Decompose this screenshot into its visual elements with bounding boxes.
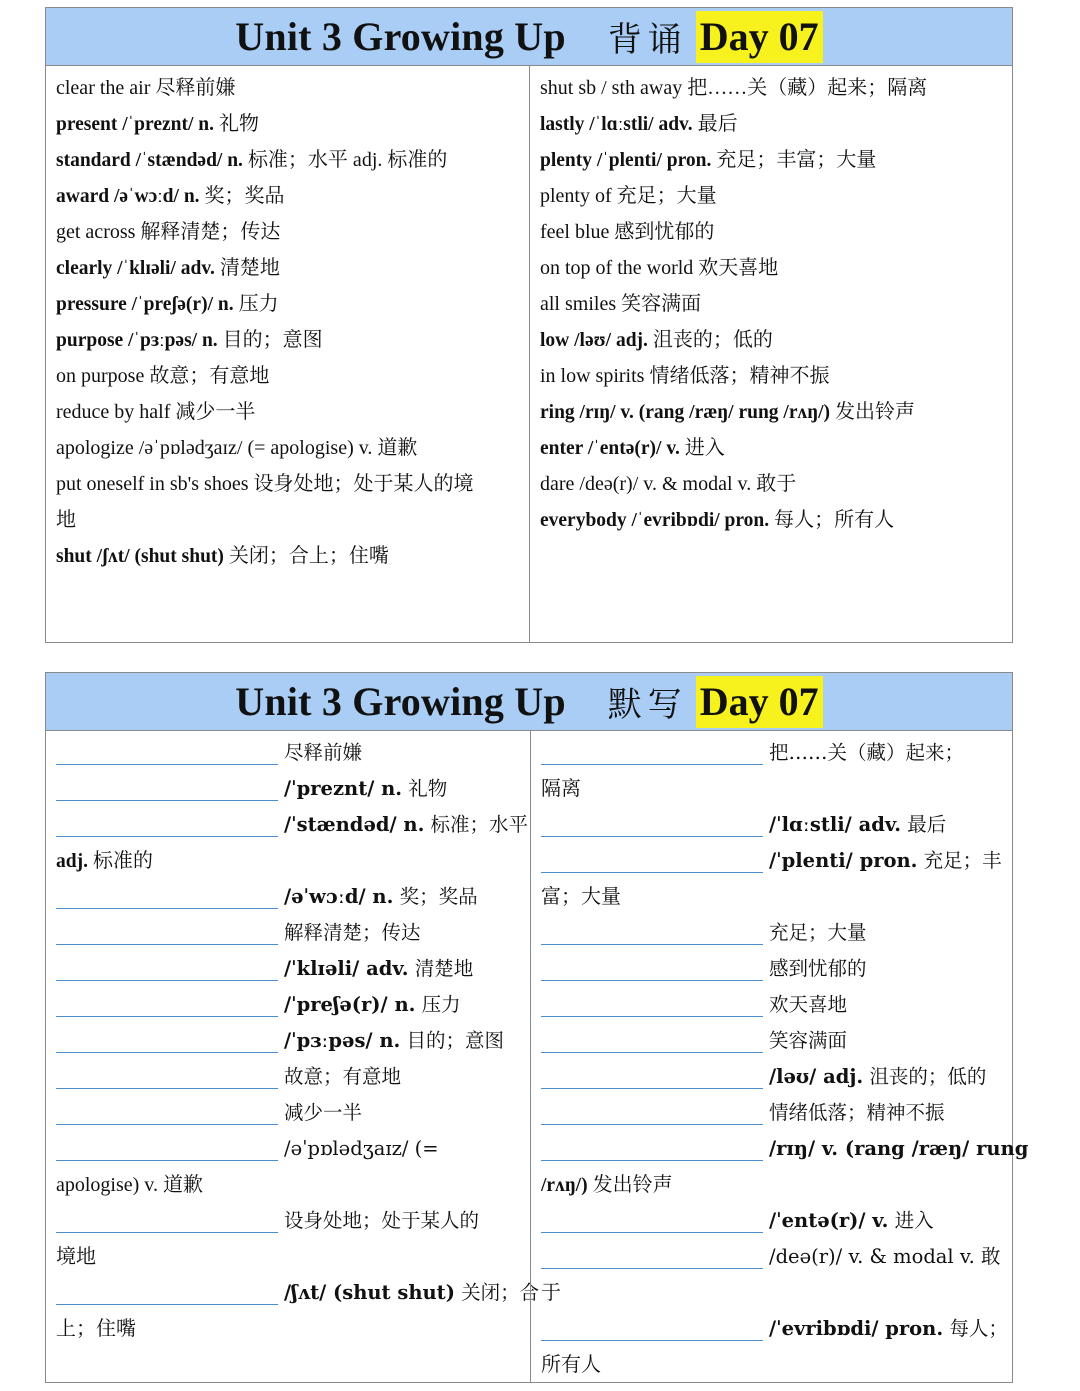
prompt-text: 沮丧的；低的 [863, 1065, 987, 1088]
dictation-entry [56, 1023, 522, 1059]
dictation-entry [541, 951, 1006, 987]
vocab-entry [56, 538, 521, 574]
entry-headword: low /ləʊ/ adj. [540, 330, 648, 351]
vocab-entry [540, 358, 1004, 394]
entry-text: 奖；奖品 [199, 185, 285, 207]
recite-mode-label: 背诵 [607, 20, 688, 60]
prompt-text: 目的；意图 [400, 1029, 505, 1052]
vocab-entry [540, 106, 1004, 142]
prompt-text: 每人； [943, 1317, 1008, 1340]
dictation-day-badge: Day 07 [696, 676, 823, 728]
dictation-prompt [769, 915, 1006, 951]
dictation-entry [56, 915, 522, 951]
prompt-text: 压力 [415, 993, 461, 1016]
prompt-text: 笑容满面 [769, 1029, 848, 1052]
vocab-entry [56, 142, 521, 178]
vocab-entry [56, 358, 521, 394]
dictation-entry [541, 843, 1006, 879]
entry-text: 地 [56, 509, 76, 531]
dictation-prompt [769, 807, 1006, 843]
vocab-entry [56, 286, 521, 322]
dictation-entry [541, 807, 1006, 843]
prompt-text: 标准；水平 [424, 813, 529, 836]
entry-text: on top of the world 欢天喜地 [540, 257, 779, 279]
prompt-text: 充足；大量 [769, 921, 867, 944]
prompt-text: 发出铃声 [587, 1174, 673, 1196]
dictation-prompt [769, 1131, 1028, 1167]
vocab-entry [56, 466, 521, 502]
dictation-entry [56, 951, 522, 987]
vocab-entry [540, 214, 1004, 250]
dictation-prompt [284, 1275, 539, 1311]
vocab-entry [540, 322, 1004, 358]
dictation-prompt [769, 1203, 1006, 1239]
prompt-phonetic: /ləʊ/ adj. [769, 1065, 864, 1088]
dictation-prompt [769, 843, 1006, 879]
dictation-entry [541, 1203, 1006, 1239]
vocab-entry [56, 322, 521, 358]
entry-headword: everybody /ˈevribɒdi/ pron. [540, 510, 770, 531]
prompt-text: 关闭；合 [454, 1281, 540, 1304]
prompt-text: 境地 [56, 1246, 96, 1268]
vocab-entry [56, 106, 521, 142]
prompt-text: 感到忧郁的 [769, 957, 867, 980]
entry-text: 压力 [233, 293, 279, 315]
dictation-continuation [56, 1311, 522, 1347]
entry-headword: clearly /ˈklɪəli/ adv. [56, 258, 215, 279]
entry-text: put oneself in sb's shoes 设身处地；处于某人的境 [56, 473, 474, 495]
entry-text: 关闭；合上；住嘴 [223, 545, 389, 567]
entry-headword: pressure /ˈpreʃə(r)/ n. [56, 294, 234, 315]
dictation-prompt [769, 1239, 1006, 1275]
dictation-right-column [530, 731, 1029, 1382]
dictation-continuation [56, 1239, 522, 1275]
entry-headword: enter /ˈentə(r)/ v. [540, 438, 680, 459]
answer-blank[interactable] [56, 1281, 278, 1305]
dictation-entry [56, 735, 522, 771]
dictation-prompt [284, 1059, 522, 1095]
dictation-prompt [769, 1059, 1006, 1095]
entry-text: 礼物 [213, 113, 259, 135]
dictation-entry [541, 1239, 1006, 1275]
dictation-prompt [284, 1023, 522, 1059]
recite-right-column [529, 66, 1012, 642]
answer-blank[interactable] [56, 885, 278, 909]
prompt-text: 欢天喜地 [769, 993, 848, 1016]
dictation-continuation [541, 1167, 1006, 1203]
entry-text: 沮丧的；低的 [647, 329, 773, 351]
answer-blank[interactable] [541, 1245, 763, 1269]
dictation-prompt [284, 807, 528, 843]
prompt-text: 进入 [888, 1209, 934, 1232]
answer-blank[interactable] [56, 921, 278, 945]
recite-header [46, 8, 1012, 66]
dictation-entry [56, 1095, 522, 1131]
prompt-phonetic: adj. [56, 851, 88, 872]
prompt-text: 清楚地 [408, 957, 474, 980]
dictation-entry [541, 987, 1006, 1023]
answer-blank[interactable] [56, 1137, 278, 1161]
vocab-entry [540, 466, 1004, 502]
dictation-sheet [45, 672, 1029, 1383]
recite-unit-title: Unit 3 Growing Up [235, 14, 566, 59]
vocab-entry [540, 502, 1004, 538]
dictation-prompt [284, 771, 522, 807]
entry-text: 目的；意图 [217, 329, 323, 351]
prompt-phonetic: /ˈevribɒdi/ pron. [769, 1317, 944, 1340]
prompt-phonetic: /ˈpreʃə(r)/ n. [284, 993, 416, 1016]
dictation-entry [541, 1095, 1006, 1131]
prompt-text: 减少一半 [284, 1101, 363, 1124]
dictation-left-column [46, 731, 540, 1382]
answer-blank[interactable] [541, 957, 763, 981]
vocab-entry [56, 394, 521, 430]
vocab-entry [540, 178, 1004, 214]
answer-blank[interactable] [541, 1209, 763, 1233]
entry-headword: ring /rɪŋ/ v. (rang /ræŋ/ rung /rʌŋ/) [540, 402, 830, 423]
entry-text: apologize /əˈpɒlədʒaɪz/ (= apologise) v. 道歉 [56, 437, 418, 459]
dictation-prompt [284, 735, 522, 771]
vocab-entry [540, 286, 1004, 322]
entry-headword: shut /ʃʌt/ (shut shut) [56, 546, 224, 567]
answer-blank[interactable] [541, 1101, 763, 1125]
vocab-entry [540, 70, 1004, 106]
dictation-prompt [284, 987, 522, 1023]
dictation-entry [541, 1131, 1029, 1167]
vocab-entry [540, 142, 1004, 178]
vocab-entry [540, 250, 1004, 286]
entry-text: 最后 [692, 113, 738, 135]
prompt-text: 情绪低落；精神不振 [769, 1101, 945, 1124]
prompt-phonetic: /rʌŋ/) [541, 1175, 588, 1196]
dictation-prompt [769, 1311, 1008, 1347]
answer-blank[interactable] [56, 1209, 278, 1233]
entry-headword: purpose /ˈpɜːpəs/ n. [56, 330, 218, 351]
entry-text: 清楚地 [214, 257, 280, 279]
entry-headword: award /əˈwɔːd/ n. [56, 186, 200, 207]
entry-text: plenty of 充足；大量 [540, 185, 717, 207]
prompt-text: 奖；奖品 [393, 885, 478, 908]
dictation-entry [541, 735, 1006, 771]
prompt-text: 故意；有意地 [284, 1065, 402, 1088]
prompt-text: /əˈpɒlədʒaɪz/ (= [284, 1137, 439, 1160]
dictation-entry [56, 987, 522, 1023]
dictation-entry [541, 1059, 1006, 1095]
entry-text: feel blue 感到忧郁的 [540, 221, 715, 243]
prompt-text: 把……关（藏）起来； [769, 741, 965, 764]
dictation-prompt [284, 879, 522, 915]
dictation-continuation [541, 879, 1006, 915]
recite-sheet [45, 7, 1013, 643]
dictation-prompt [284, 1095, 522, 1131]
prompt-text: 尽释前嫌 [284, 741, 363, 764]
answer-blank[interactable] [56, 957, 278, 981]
dictation-entry [56, 1203, 522, 1239]
entry-headword: present /ˈpreznt/ n. [56, 114, 214, 135]
answer-blank[interactable] [56, 993, 278, 1017]
answer-blank[interactable] [56, 813, 278, 837]
recite-left-column [46, 66, 529, 642]
entry-text: dare /deə(r)/ v. & modal v. 敢于 [540, 473, 797, 495]
entry-text: in low spirits 情绪低落；精神不振 [540, 365, 830, 387]
prompt-phonetic: /ˈstændəd/ n. [284, 813, 425, 836]
vocab-entry [540, 430, 1004, 466]
answer-blank[interactable] [56, 1029, 278, 1053]
dictation-continuation [541, 771, 1006, 807]
answer-blank[interactable] [541, 1029, 763, 1053]
prompt-text: 设身处地；处于某人的 [284, 1209, 480, 1232]
prompt-text: /deə(r)/ v. & modal v. 敢 [769, 1245, 1001, 1268]
entry-text: all smiles 笑容满面 [540, 293, 702, 315]
dictation-mode-label: 默写 [607, 685, 688, 725]
dictation-prompt [769, 987, 1006, 1023]
answer-blank[interactable] [541, 813, 763, 837]
vocab-entry [56, 178, 521, 214]
vocab-entry [56, 502, 521, 538]
dictation-entry [56, 879, 522, 915]
entry-headword: lastly /ˈlɑːstli/ adv. [540, 114, 693, 135]
prompt-text: 最后 [901, 813, 947, 836]
dictation-prompt [284, 915, 522, 951]
answer-blank[interactable] [541, 849, 763, 873]
prompt-phonetic: /ˈpɜːpəs/ n. [284, 1029, 401, 1052]
dictation-entry [56, 807, 529, 843]
prompt-text: 标准的 [87, 850, 153, 872]
entry-text: 发出铃声 [830, 401, 915, 423]
prompt-text: 所有人 [541, 1354, 601, 1376]
dictation-prompt [769, 1023, 1006, 1059]
dictation-entry [541, 1311, 1006, 1347]
prompt-text: 隔离 [541, 778, 581, 800]
prompt-text: 充足；丰 [917, 849, 1002, 872]
prompt-phonetic: /ˈlɑːstli/ adv. [769, 813, 902, 836]
dictation-continuation [541, 1275, 1006, 1311]
dictation-entry [56, 771, 522, 807]
recite-day-badge: Day 07 [696, 11, 823, 63]
prompt-phonetic: /ˈklɪəli/ adv. [284, 957, 409, 980]
answer-blank[interactable] [541, 1317, 763, 1341]
dictation-continuation [56, 843, 522, 879]
answer-blank[interactable] [56, 741, 278, 765]
dictation-prompt [284, 951, 522, 987]
prompt-phonetic: /əˈwɔːd/ n. [284, 885, 394, 908]
dictation-unit-title: Unit 3 Growing Up [235, 679, 566, 724]
prompt-phonetic: /ˈentə(r)/ v. [769, 1209, 889, 1232]
dictation-prompt [284, 1131, 522, 1167]
prompt-text: 于 [541, 1282, 561, 1304]
dictation-entry [56, 1059, 522, 1095]
prompt-text: 解释清楚；传达 [284, 921, 421, 944]
answer-blank[interactable] [56, 1101, 278, 1125]
dictation-prompt [769, 951, 1006, 987]
entry-text: 标准；水平 adj. 标准的 [242, 149, 448, 171]
entry-headword: standard /ˈstændəd/ n. [56, 150, 243, 171]
entry-text: get across 解释清楚；传达 [56, 221, 281, 243]
dictation-prompt [284, 1203, 522, 1239]
entry-text: clear the air 尽释前嫌 [56, 77, 236, 99]
vocab-entry [540, 394, 1004, 430]
dictation-header [46, 673, 1012, 731]
prompt-phonetic: /ˈpreznt/ n. [284, 777, 403, 800]
dictation-entry [541, 1023, 1006, 1059]
prompt-phonetic: /rɪŋ/ v. (rang /ræŋ/ rung [769, 1137, 1029, 1160]
vocab-entry [56, 430, 521, 466]
entry-text: 充足；丰富；大量 [711, 149, 877, 171]
dictation-prompt [769, 735, 1006, 771]
entry-text: shut sb / sth away 把……关（藏）起来；隔离 [540, 77, 928, 99]
entry-text: on purpose 故意；有意地 [56, 365, 270, 387]
dictation-entry [541, 915, 1006, 951]
prompt-phonetic: /ʃʌt/ (shut shut) [284, 1281, 455, 1304]
answer-blank[interactable] [541, 1137, 763, 1161]
prompt-text: 上；住嘴 [56, 1318, 136, 1340]
entry-text: reduce by half 减少一半 [56, 401, 256, 423]
prompt-text: 富；大量 [541, 886, 621, 908]
answer-blank[interactable] [541, 993, 763, 1017]
entry-headword: plenty /ˈplenti/ pron. [540, 150, 712, 171]
answer-blank[interactable] [56, 777, 278, 801]
dictation-continuation [541, 1347, 1006, 1383]
dictation-entry [56, 1131, 522, 1167]
answer-blank[interactable] [541, 921, 763, 945]
answer-blank[interactable] [541, 741, 763, 765]
vocab-entry [56, 70, 521, 106]
dictation-continuation [56, 1167, 522, 1203]
answer-blank[interactable] [56, 1065, 278, 1089]
entry-text: 进入 [679, 437, 725, 459]
dictation-entry [56, 1275, 540, 1311]
answer-blank[interactable] [541, 1065, 763, 1089]
prompt-text: 礼物 [402, 777, 448, 800]
dictation-prompt [769, 1095, 1006, 1131]
prompt-phonetic: /ˈplenti/ pron. [769, 849, 918, 872]
prompt-text: apologise) v. 道歉 [56, 1174, 204, 1196]
vocab-entry [56, 214, 521, 250]
vocab-entry [56, 250, 521, 286]
entry-text: 每人；所有人 [769, 509, 895, 531]
